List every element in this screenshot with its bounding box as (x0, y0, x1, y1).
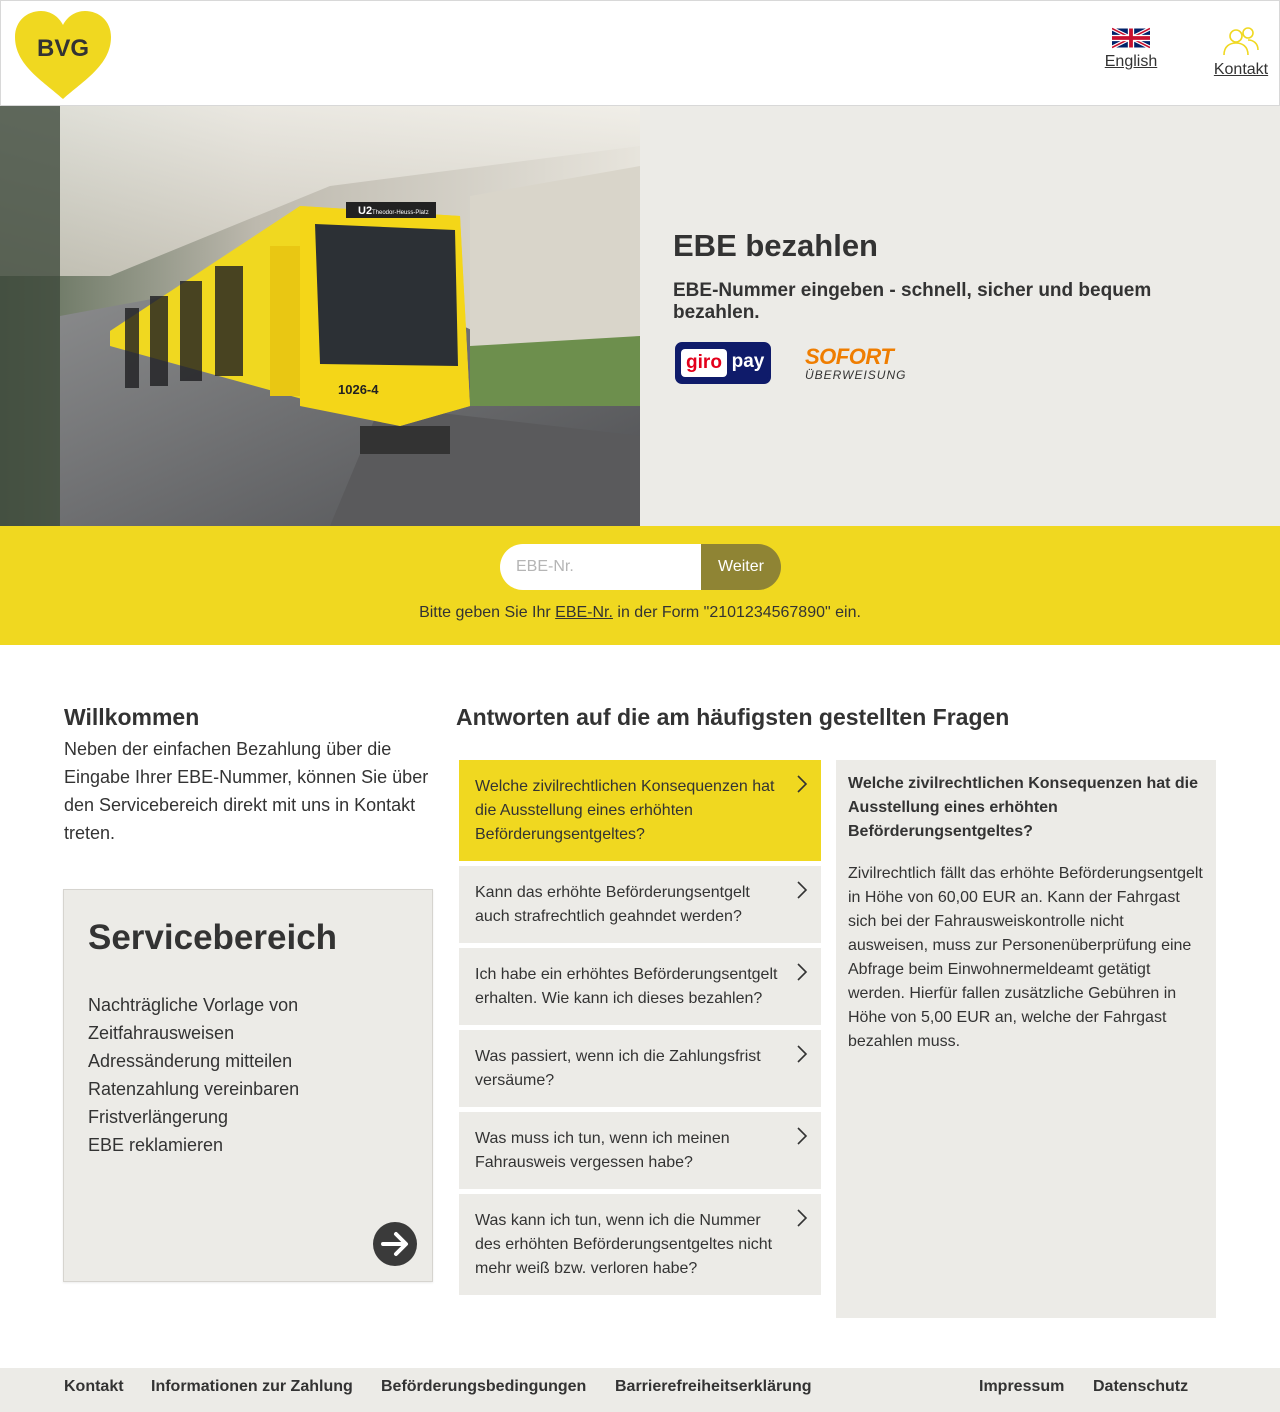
giropay-logo-left: giro (681, 349, 727, 377)
continue-button[interactable]: Weiter (701, 544, 781, 590)
contact-label: Kontakt (1213, 61, 1269, 78)
logo-text: BVG (36, 35, 90, 62)
sofort-logo (805, 346, 915, 386)
faq-question-text: Ich habe ein erhöhtes Beförderungsentgelt erhalten. Wie kann ich dieses bezahlen? (475, 966, 778, 1007)
payment-logos (673, 342, 933, 386)
faq-question-text: Kann das erhöhte Beförderungsentgelt auch strafrechtlich geahndet werden? (475, 884, 750, 925)
hero-title: EBE bezahlen (673, 228, 878, 263)
faq-answer-text: Zivilrechtlich fällt das erhöhte Beförderungsentgelt in Höhe von 60,00 EUR an. Kann der Fahrgast sich bei der Fahrausweiskontrolle nicht ausweisen, muss zur Personenüberprüfung eine Abfrage beim Einwohnermeldeamt getätigt werden. Hierfür fallen zusätzliche Gebühren in Höhe von 5,00 EUR an, welche der Fahrgast bezahlen muss. (848, 865, 1203, 1050)
welcome-title: Willkommen (64, 704, 200, 730)
faq-answer-title: Welche zivilrechtlichen Konsequenzen hat die Ausstellung eines erhöhten Beförderungsentgeltes? (848, 775, 1199, 840)
footer-link-privacy[interactable]: Datenschutz (1093, 1378, 1189, 1395)
faq-question-text: Welche zivilrechtlichen Konsequenzen hat die Ausstellung eines erhöhten Beförderungsentgeltes? (475, 778, 775, 843)
faq-question[interactable] (459, 1112, 821, 1189)
chevron-right-icon (795, 1126, 809, 1146)
sofort-logo-top: SOFORT (805, 344, 894, 369)
faq-question-text: Was muss ich tun, wenn ich meinen Fahrausweis vergessen habe? (475, 1130, 730, 1171)
ebe-entry-hint (0, 604, 1280, 622)
train-line-label: U2 (358, 205, 373, 217)
language-label: English (1104, 53, 1158, 70)
service-title: Servicebereich (88, 918, 338, 957)
faq-question[interactable] (459, 760, 821, 861)
faq-question[interactable] (459, 1030, 821, 1107)
chevron-right-icon (795, 1208, 809, 1228)
faq-answer-panel (836, 760, 1216, 1318)
ebe-number-input[interactable] (500, 544, 702, 590)
footer-link-conditions[interactable]: Beförderungsbedingungen (381, 1378, 587, 1395)
faq-title: Antworten auf die am häufigsten gestellten Fragen (456, 704, 1010, 730)
subway-train-image (0, 106, 640, 526)
footer-link-contact[interactable]: Kontakt (64, 1378, 124, 1395)
chevron-right-icon (795, 880, 809, 900)
footer-link-imprint[interactable]: Impressum (979, 1378, 1065, 1395)
service-item: Fristverlängerung (88, 1107, 229, 1127)
sofort-logo-bottom: ÜBERWEISUNG (805, 368, 907, 382)
train-destination-label: Theodor-Heuss-Platz (372, 210, 429, 216)
faq-question-text: Was kann ich tun, wenn ich die Nummer des erhöhten Beförderungsentgeltes nicht mehr weiß bzw. verloren habe? (475, 1212, 773, 1277)
language-switch-link[interactable] (1099, 27, 1163, 71)
chevron-right-icon (795, 774, 809, 794)
welcome-text: Neben der einfachen Bezahlung über die Eingabe Ihrer EBE-Nummer, können Sie über den Servicebereich direkt mit uns in Kontakt treten. (64, 739, 429, 843)
site-footer (0, 1368, 1280, 1412)
hint-text-after: in der Form "2101234567890" ein. (612, 604, 861, 621)
giropay-logo-right: pay (731, 351, 765, 372)
faq-question[interactable] (459, 866, 821, 943)
welcome-section (64, 703, 434, 847)
arrow-right-circle-icon[interactable] (372, 1221, 418, 1267)
train-number-label: 1026-4 (338, 382, 379, 397)
service-item: Ratenzahlung vereinbaren (88, 1079, 300, 1099)
footer-link-accessibility[interactable]: Barrierefreiheitserklärung (615, 1378, 812, 1395)
chevron-right-icon (795, 962, 809, 982)
ebe-entry-band (0, 526, 1280, 645)
ebe-nr-help-link[interactable]: EBE-Nr. (555, 604, 613, 621)
service-area-card[interactable] (63, 889, 433, 1282)
uk-flag-icon (1112, 27, 1150, 49)
faq-question[interactable] (459, 948, 821, 1025)
faq-question[interactable] (459, 1194, 821, 1295)
footer-link-payment-info[interactable]: Informationen zur Zahlung (151, 1378, 353, 1395)
service-item: Nachträgliche Vorlage von Zeitfahrausweisen (88, 995, 299, 1043)
service-item: EBE reklamieren (88, 1135, 224, 1155)
site-header (0, 0, 1280, 106)
hero-text (673, 226, 1233, 324)
hero-subtitle: EBE-Nummer eingeben - schnell, sicher und bequem bezahlen. (673, 280, 1152, 323)
contact-link[interactable] (1207, 27, 1275, 79)
bvg-logo[interactable] (13, 9, 113, 101)
service-item: Adressänderung mitteilen (88, 1051, 293, 1071)
faq-list (459, 760, 821, 1300)
faq-question-text: Was passiert, wenn ich die Zahlungsfrist versäume? (475, 1048, 761, 1089)
people-icon (1222, 27, 1260, 57)
giropay-logo (675, 342, 771, 384)
chevron-right-icon (795, 1044, 809, 1064)
service-list (88, 991, 432, 1159)
hero-section (0, 106, 1280, 526)
hint-text-before: Bitte geben Sie Ihr (419, 604, 556, 621)
